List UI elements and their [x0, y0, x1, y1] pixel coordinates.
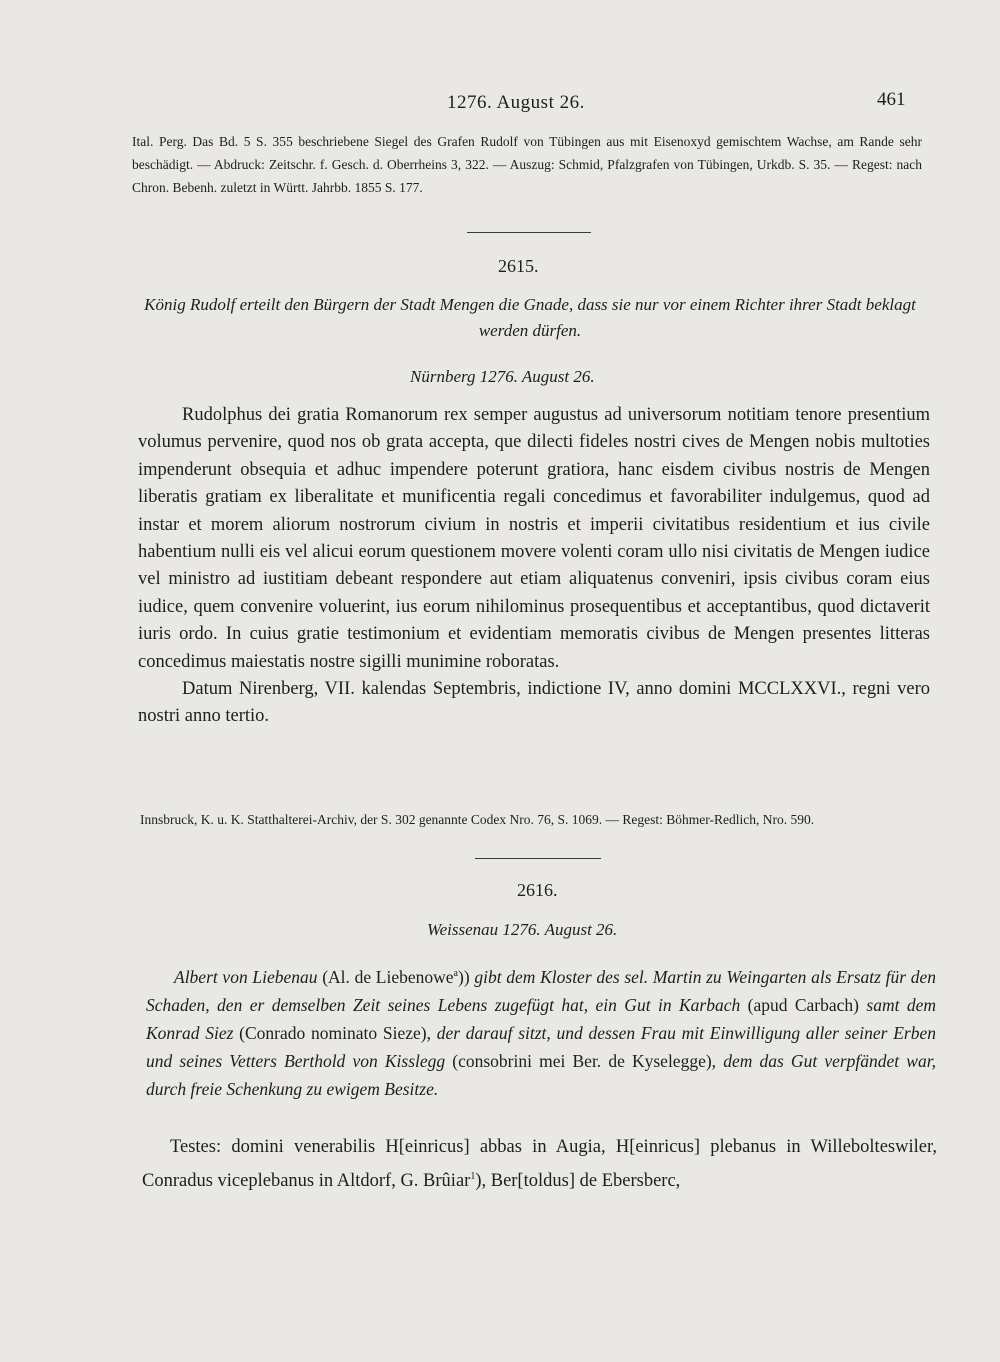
regest-segment: dem das Gut verpfändet war, durch freie Schenkung zu ewigem Besitze.	[146, 1050, 936, 1099]
separator-rule	[467, 232, 591, 233]
source-note-2615: Innsbruck, K. u. K. Statthalterei-Archiv, der S. 302 genannte Codex Nro. 76, S. 1069. — Regest: Böhmer-Redlich, Nro. 590.	[140, 812, 815, 827]
place-date-2615: Nürnberg 1276. August 26.	[410, 367, 595, 386]
witness-list-2616	[142, 1133, 937, 1196]
place-date-2616: Weissenau 1276. August 26.	[427, 920, 618, 939]
regest-segment: Albert von Liebenau	[174, 966, 318, 987]
regest-segment: gibt dem Kloster des sel. Martin zu Weingarten als Ersatz für den Schaden, den er demselben Zeit seines Lebens zugefügt hat, ein Gut in Karbach	[146, 966, 936, 1015]
regest-segment: ))	[458, 966, 475, 987]
charter-text: Rudolphus dei gratia Romanorum rex semper augustus ad universorum notitiam tenore presentium volumus pervenire, quod nos ob grata accepta, que dilecti fideles nostri cives de Mengen nobis multoties impenderunt obsequia et adhuc impendere poterunt gratiora, hanc eisdem civibus nostris de Mengen liberatis gratiam ex liberalitate et munificentia regali concedimus et favorabiliter indulgemus, quod ad instar et morem aliorum nostrorum civium in nostris et imperii civitatibus residentium et ius civile habentium nulli eis vel alicui eorum questionem movere volenti coram ullo nisi civitatis de Mengen iudice vel ministro ad iustitiam debeant respondere aut etiam aliquatenus conveniri, ipsis civibus coram eius iudice, quem convenire voluerint, ius eorum nihilominus prosequentibus et acceptantibus, quod dictaverit iuris ordo. In cuius gratie testimonium et evidentiam memoratis civibus de Mengen presentes litteras concedimus maiestatis nostre sigilli munimine roboratas.	[138, 405, 930, 672]
document-number-2615: 2615.	[498, 256, 539, 276]
regest-segment: der darauf sitzt, und dessen Frau mit Einwilligung aller seiner Erben und seines Vetters Berthold von Kisslegg	[146, 1022, 936, 1071]
witness-text: Testes: domini venerabilis H[einricus] abbas in Augia, H[einricus] plebanus in Willebolteswiler, Conradus viceplebanus in Altdorf, G. Brûiar	[142, 1137, 937, 1192]
dating-clause: Datum Nirenberg, VII. kalendas Septembris, indictione IV, anno domini MCCLXXVI., regni vero nostri anno tertio.	[138, 679, 930, 727]
regest-segment: (apud Carbach)	[740, 994, 867, 1015]
running-head: 1276. August 26.	[447, 92, 585, 113]
witness-text: ), Ber[toldus] de Ebersberc,	[475, 1171, 681, 1192]
separator-rule	[475, 858, 601, 859]
footnote-marker: a	[453, 968, 458, 979]
regest-segment: (consobrini mei Ber. de Kyselegge),	[445, 1050, 724, 1071]
regest-segment: (Al. de Liebenowe	[317, 966, 454, 987]
regest-segment: (Conrado nominato Sieze),	[233, 1022, 437, 1043]
document-text-2615	[138, 402, 930, 731]
document-number-2616: 2616.	[517, 880, 558, 900]
footnote-marker: 1	[470, 1171, 476, 1182]
document-summary-2615: König Rudolf erteilt den Bürgern der Stadt Mengen die Gnade, dass sie nur vor einem Richter ihrer Stadt beklagt werden dürfen.	[144, 295, 916, 340]
top-source-note: Ital. Perg. Das Bd. 5 S. 355 beschriebene Siegel des Grafen Rudolf von Tübingen aus mit Eisenoxyd gemischtem Wachse, am Rande sehr beschädigt. — Abdruck: Zeitschr. f. Gesch. d. Oberrheins 3, 322. — Auszug: Schmid, Pfalzgrafen von Tübingen, Urkdb. S. 35. — Regest: nach Chron. Bebenh. zuletzt in Württ. Jahrbb. 1855 S. 177.	[132, 134, 922, 195]
page-number: 461	[877, 89, 906, 110]
regest-segment: samt dem Konrad Siez	[146, 994, 937, 1043]
document-summary-2616	[146, 960, 936, 1103]
